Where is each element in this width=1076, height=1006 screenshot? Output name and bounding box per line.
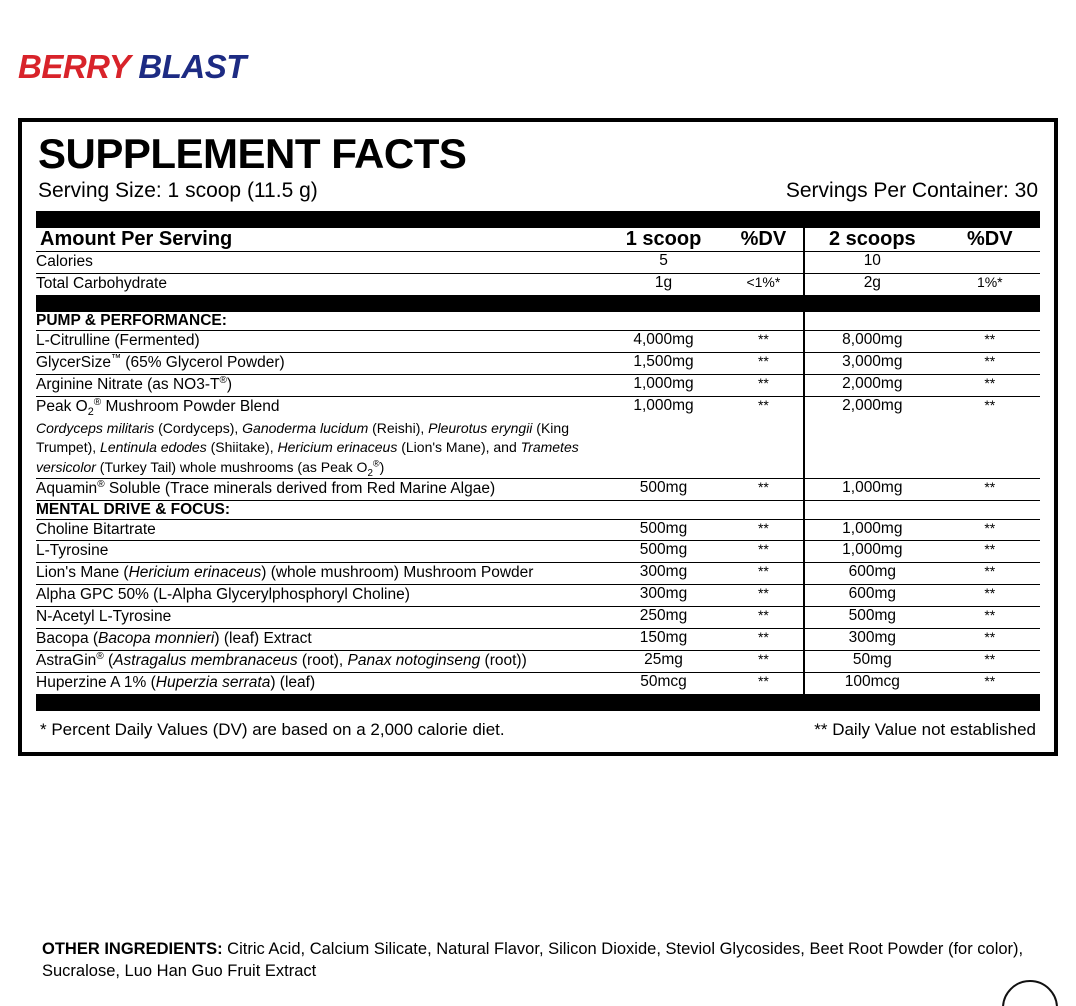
table-row	[36, 252, 1040, 273]
row-amount-2: 2,000mg	[804, 396, 940, 478]
table-row	[36, 651, 1040, 673]
row-dv-1: **	[724, 353, 804, 375]
table-row	[36, 607, 1040, 629]
row-dv-2: **	[940, 651, 1040, 673]
header-col-2-scoops: 2 scoops	[804, 228, 940, 251]
row-dv-2: **	[940, 563, 1040, 585]
row-amount-2: 1,000mg	[804, 541, 940, 563]
row-dv-2: **	[940, 331, 1040, 353]
footer-divider-bar	[36, 694, 1040, 711]
row-label: Huperzine A 1% (Huperzia serrata) (leaf)	[36, 673, 316, 691]
blend-detail: Cordyceps militaris (Cordyceps), Ganoderma lucidum (Reishi), Pleurotus eryngii (King Trumpet), Lentinula edodes (Shiitake), Hericium erinaceus (Lion's Mane), and Trametes versicolor (Turkey Tail) whole mushrooms (as Peak $O_2®$)	[36, 419, 579, 479]
header-dv-2: %DV	[967, 228, 1013, 251]
section-divider-bar	[36, 295, 1040, 312]
row-dv-2: **	[940, 353, 1040, 375]
row-label: Total Carbohydrate	[36, 275, 167, 293]
row-label-blend	[36, 396, 603, 478]
servings-per-container: Servings Per Container: 30	[785, 179, 1038, 203]
row-amount-1: 1,000mg	[603, 374, 723, 396]
row-dv-2: **	[940, 519, 1040, 541]
row-amount-1: 150mg	[603, 629, 723, 651]
row-amount-2: 600mg	[804, 563, 940, 585]
header-amount-per-serving: Amount Per Serving	[40, 228, 233, 251]
group-header-mental-drive-focus	[36, 500, 1040, 519]
panel-title: SUPPLEMENT FACTS	[38, 130, 467, 177]
flavor-title	[18, 50, 246, 83]
group-label: MENTAL DRIVE & FOCUS:	[36, 500, 603, 519]
row-dv-1: **	[757, 672, 769, 689]
table-row	[36, 331, 1040, 353]
table-row	[36, 585, 1040, 607]
flavor-word-berry: BERRY	[18, 48, 131, 85]
row-dv-1: <1%*	[746, 274, 781, 291]
table-row	[36, 519, 1040, 541]
row-dv-1: **	[724, 331, 804, 353]
serving-row	[38, 178, 1038, 203]
row-dv-2: **	[940, 607, 1040, 629]
row-label: Lion's Mane (Hericium erinaceus) (whole mushroom) Mushroom Powder	[36, 563, 603, 585]
row-amount-1: 500mg	[603, 519, 723, 541]
row-label: N-Acetyl L-Tyrosine	[36, 607, 603, 629]
footnote-daily-values: * Percent Daily Values (DV) are based on a 2,000 calorie diet.	[40, 719, 505, 739]
row-dv-1: **	[724, 563, 804, 585]
row-amount-1: 25mg	[603, 651, 723, 673]
group-label: PUMP & PERFORMANCE:	[36, 312, 603, 331]
row-amount-2: 1,000mg	[804, 478, 940, 500]
facts-table-header	[36, 228, 1040, 251]
row-amount-2: 3,000mg	[804, 353, 940, 375]
row-amount-1: 500mg	[603, 478, 723, 500]
footnote-not-established: ** Daily Value not established	[814, 719, 1036, 739]
row-amount-1: 1,000mg	[603, 396, 723, 478]
row-label: L-Tyrosine	[36, 541, 603, 563]
row-label: Arginine Nitrate (as NO3-T®)	[36, 374, 603, 396]
row-label: Aquamin® Soluble (Trace minerals derived from Red Marine Algae)	[36, 478, 603, 500]
table-row	[36, 353, 1040, 375]
group-header-pump-performance	[36, 312, 1040, 331]
flavor-word-blast: BLAST	[138, 48, 246, 85]
row-dv-1: **	[724, 607, 804, 629]
row-label: GlycerSize™ (65% Glycerol Powder)	[36, 353, 603, 375]
row-label: Calories	[36, 252, 603, 273]
row-label: Choline Bitartrate	[36, 519, 603, 541]
row-amount-2: 600mg	[804, 585, 940, 607]
row-dv-1: **	[724, 585, 804, 607]
header-bar-top	[36, 211, 1040, 228]
row-amount-2: 300mg	[804, 629, 940, 651]
header-dv-1: %DV	[740, 228, 787, 251]
facts-table-ingredients	[36, 312, 1040, 694]
other-ingredients-label: OTHER INGREDIENTS:	[42, 940, 223, 958]
corner-circle-decoration	[1002, 980, 1058, 1006]
supplement-facts-panel	[18, 118, 1058, 756]
blend-name: Peak $O_2®$ Mushroom Powder Blend	[36, 396, 280, 418]
row-amount-1: 5	[603, 252, 723, 273]
row-dv-2: **	[984, 672, 996, 689]
other-ingredients	[42, 938, 1042, 983]
header-col-1-scoop: 1 scoop	[625, 228, 702, 251]
row-dv-2: **	[940, 585, 1040, 607]
row-amount-1: 250mg	[603, 607, 723, 629]
row-amount-2: 2g	[804, 274, 940, 295]
row-dv-1: **	[724, 541, 804, 563]
row-dv-2: **	[940, 478, 1040, 500]
row-dv-1: **	[724, 519, 804, 541]
row-dv-2: **	[940, 629, 1040, 651]
table-row	[36, 672, 1040, 693]
row-label: AstraGin® (Astragalus membranaceus (root), Panax notoginseng (root))	[36, 651, 603, 673]
row-dv-2: 1%*	[976, 274, 1003, 291]
row-amount-1: 300mg	[603, 563, 723, 585]
row-label: Bacopa (Bacopa monnieri) (leaf) Extract	[36, 629, 603, 651]
footnotes	[36, 711, 1040, 746]
serving-size: Serving Size: 1 scoop (11.5 g)	[38, 179, 318, 203]
row-dv-1	[724, 252, 804, 273]
table-row-blend	[36, 396, 1040, 478]
table-row	[36, 274, 1040, 295]
table-row	[36, 478, 1040, 500]
row-dv-2: **	[940, 374, 1040, 396]
row-label: Alpha GPC 50% (L-Alpha Glycerylphosphoryl Choline)	[36, 585, 603, 607]
row-amount-2: 50mg	[804, 651, 940, 673]
row-amount-2: 100mcg	[804, 672, 940, 693]
row-amount-2: 2,000mg	[804, 374, 940, 396]
table-row	[36, 374, 1040, 396]
row-dv-2: **	[940, 541, 1040, 563]
row-amount-1: 1,500mg	[603, 353, 723, 375]
table-header-row	[36, 228, 1040, 251]
other-ingredients-text: Citric Acid, Calcium Silicate, Natural Flavor, Silicon Dioxide, Steviol Glycosides, Beet Root Powder (for color), Sucralose, Luo Han Guo Fruit Extract	[42, 940, 1024, 981]
row-dv-1: **	[724, 396, 804, 478]
row-amount-2: 10	[804, 252, 940, 273]
table-row	[36, 629, 1040, 651]
row-amount-2: 500mg	[804, 607, 940, 629]
row-amount-1: 500mg	[603, 541, 723, 563]
row-dv-1: **	[724, 374, 804, 396]
row-amount-1: 300mg	[603, 585, 723, 607]
row-dv-2	[940, 252, 1040, 273]
row-dv-1: **	[724, 651, 804, 673]
row-amount-2: 1,000mg	[804, 519, 940, 541]
facts-table-basic	[36, 252, 1040, 295]
row-dv-1: **	[724, 629, 804, 651]
table-row	[36, 541, 1040, 563]
row-amount-1: 4,000mg	[603, 331, 723, 353]
row-amount-1: 50mcg	[640, 672, 687, 690]
row-dv-2: **	[940, 396, 1040, 478]
table-row	[36, 563, 1040, 585]
row-dv-1: **	[724, 478, 804, 500]
row-amount-1: 1g	[654, 274, 673, 292]
row-amount-2: 8,000mg	[804, 331, 940, 353]
row-label: L-Citrulline (Fermented)	[36, 331, 603, 353]
